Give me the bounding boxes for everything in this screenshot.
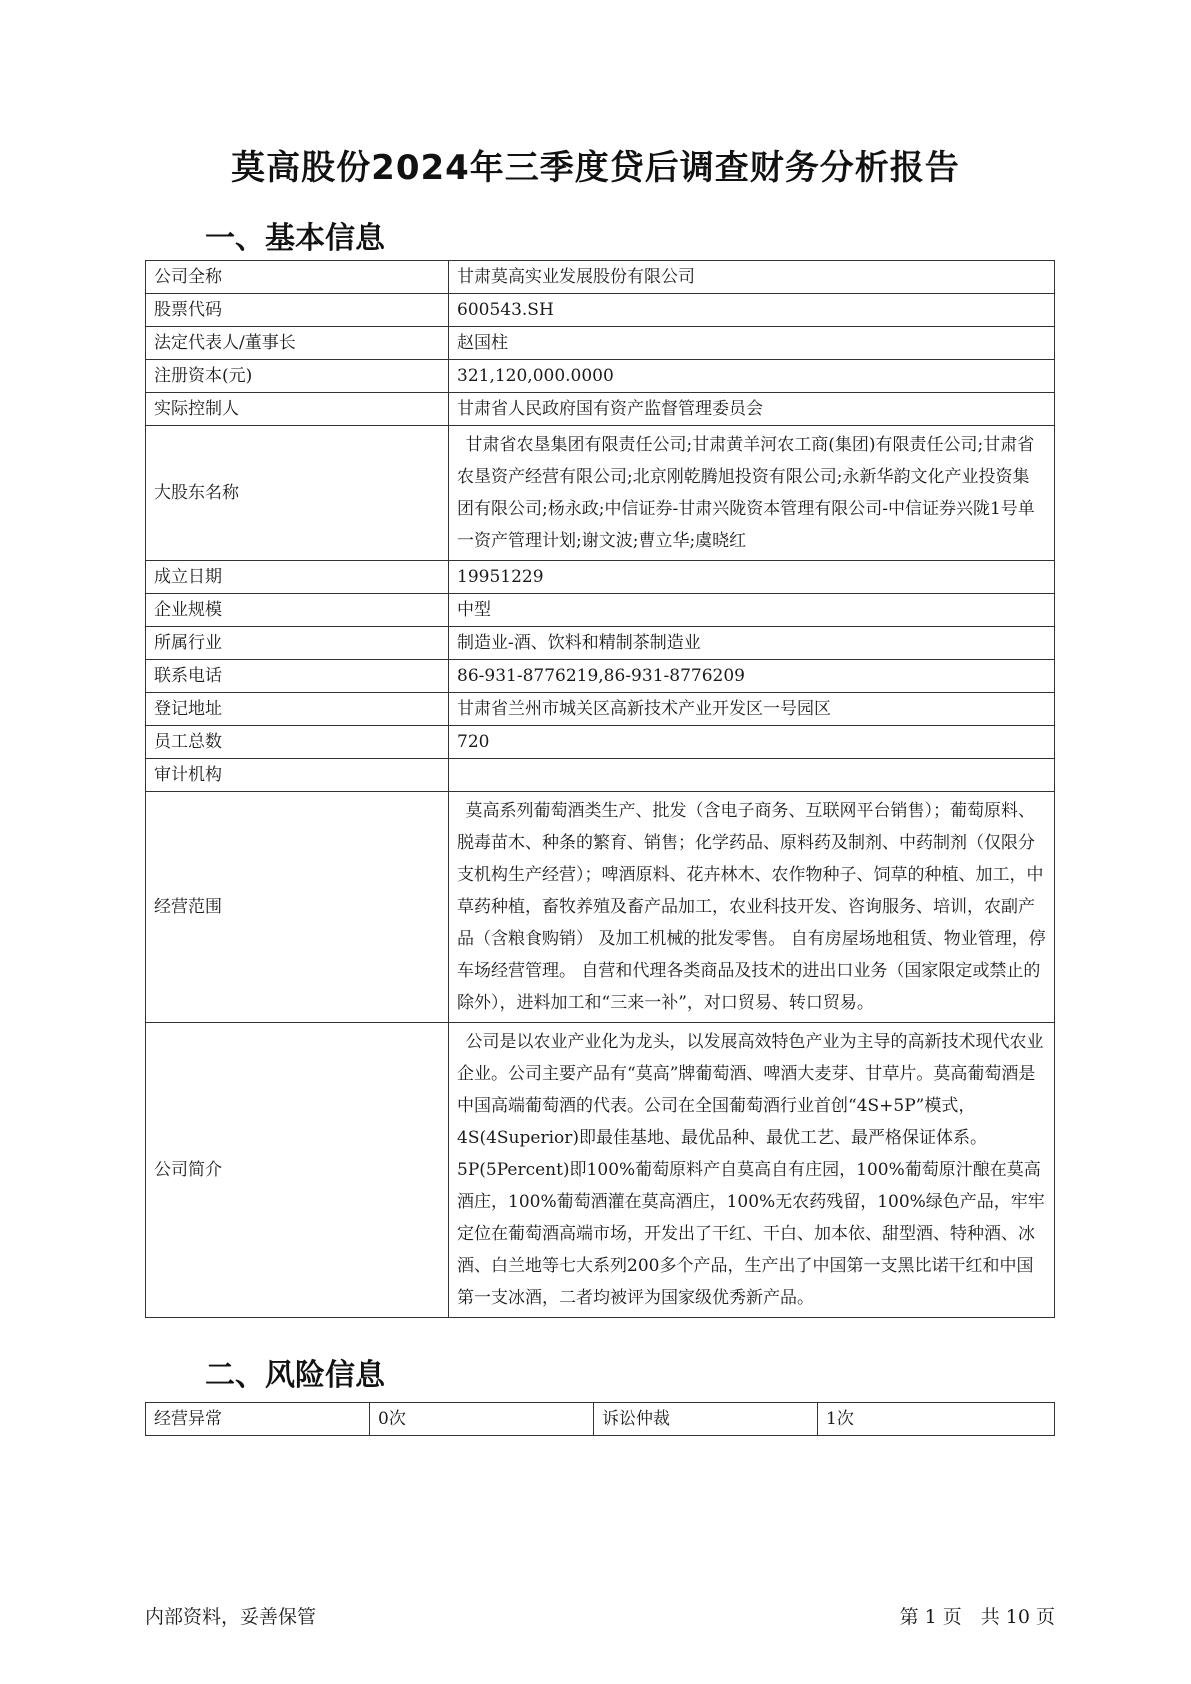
field-label: 企业规模 xyxy=(146,594,449,627)
field-label: 公司全称 xyxy=(146,261,449,294)
table-row xyxy=(146,393,1055,426)
table-row xyxy=(146,294,1055,327)
table-row xyxy=(146,660,1055,693)
risk-value-abnormal: 0次 xyxy=(370,1403,594,1436)
field-value: 公司是以农业产业化为龙头，以发展高效特色产业为主导的高新技术现代农业企业。公司主要产品有“莫高”牌葡萄酒、啤酒大麦芽、甘草片。莫高葡萄酒是中国高端葡萄酒的代表。公司在全国葡萄酒行业首创“4S+5P”模式，4S(4Superior)即最佳基地、最优品种、最优工艺、最严格保证体系。5P(5Percent)即100%葡萄原料产自莫高自有庄园，100%葡萄原汁酿在莫高酒庄，100%葡萄酒灌在莫高酒庄，100%无农药残留，100%绿色产品，牢牢定位在葡萄酒高端市场，开发出了干红、干白、加本依、甜型酒、特种酒、冰酒、白兰地等七大系列200多个产品，生产出了中国第一支黑比诺干红和中国第一支冰酒，二者均被评为国家级优秀新产品。 xyxy=(449,1023,1055,1318)
table-row xyxy=(146,726,1055,759)
field-label: 审计机构 xyxy=(146,759,449,792)
field-value xyxy=(449,759,1055,792)
field-value: 莫高系列葡萄酒类生产、批发（含电子商务、互联网平台销售）；葡萄原料、脱毒苗木、种条的繁育、销售；化学药品、原料药及制剂、中药制剂（仅限分支机构生产经营）；啤酒原料、花卉林木、农作物种子、饲草的种植、加工，中草药种植，畜牧养殖及畜产品加工，农业科技开发、咨询服务、培训，农副产品（含粮食购销） 及加工机械的批发零售。 自有房屋场地租赁、物业管理，停车场经营管理。 自营和代理各类商品及技术的进出口业务（国家限定或禁止的除外），进料加工和“三来一补”，对口贸易、转口贸易。 xyxy=(449,792,1055,1023)
footer-page-number: 第 1 页 共 10 页 xyxy=(899,1606,1055,1628)
field-label: 员工总数 xyxy=(146,726,449,759)
field-label: 注册资本(元) xyxy=(146,360,449,393)
field-label: 成立日期 xyxy=(146,561,449,594)
document-title: 莫高股份2024年三季度贷后调查财务分析报告 xyxy=(231,148,960,188)
field-value: 甘肃莫高实业发展股份有限公司 xyxy=(449,261,1055,294)
risk-info-table xyxy=(145,1402,1055,1436)
table-row xyxy=(146,561,1055,594)
table-row xyxy=(146,792,1055,1023)
field-label: 联系电话 xyxy=(146,660,449,693)
table-row xyxy=(146,759,1055,792)
footer-confidential-note: 内部资料，妥善保管 xyxy=(145,1606,317,1628)
field-value: 86-931-8776219,86-931-8776209 xyxy=(449,660,1055,693)
risk-label-litigation: 诉讼仲裁 xyxy=(594,1403,818,1436)
table-row xyxy=(146,327,1055,360)
field-value: 制造业-酒、饮料和精制茶制造业 xyxy=(449,627,1055,660)
table-row xyxy=(146,594,1055,627)
field-label: 法定代表人/董事长 xyxy=(146,327,449,360)
field-label: 经营范围 xyxy=(146,792,449,1023)
field-label: 股票代码 xyxy=(146,294,449,327)
basic-info-table xyxy=(145,260,1055,1318)
field-value: 321,120,000.0000 xyxy=(449,360,1055,393)
field-value: 720 xyxy=(449,726,1055,759)
table-row xyxy=(146,261,1055,294)
field-value: 赵国柱 xyxy=(449,327,1055,360)
risk-value-litigation: 1次 xyxy=(818,1403,1055,1436)
field-label: 大股东名称 xyxy=(146,426,449,561)
field-value: 甘肃省农垦集团有限责任公司;甘肃黄羊河农工商(集团)有限责任公司;甘肃省农垦资产经营有限公司;北京刚乾腾旭投资有限公司;永新华韵文化产业投资集团有限公司;杨永政;中信证券-甘肃兴陇资本管理有限公司-中信证券兴陇1号单一资产管理计划;谢文波;曹立华;虞晓红 xyxy=(449,426,1055,561)
table-row xyxy=(146,693,1055,726)
table-row xyxy=(146,426,1055,561)
risk-label-abnormal: 经营异常 xyxy=(146,1403,370,1436)
table-row xyxy=(146,360,1055,393)
field-value: 19951229 xyxy=(449,561,1055,594)
field-value: 中型 xyxy=(449,594,1055,627)
field-value: 甘肃省人民政府国有资产监督管理委员会 xyxy=(449,393,1055,426)
field-label: 实际控制人 xyxy=(146,393,449,426)
field-label: 登记地址 xyxy=(146,693,449,726)
field-value: 600543.SH xyxy=(449,294,1055,327)
field-label: 所属行业 xyxy=(146,627,449,660)
section-heading-risk-info: 二、风险信息 xyxy=(205,1358,385,1393)
table-row xyxy=(146,1023,1055,1318)
field-value: 甘肃省兰州市城关区高新技术产业开发区一号园区 xyxy=(449,693,1055,726)
table-row xyxy=(146,627,1055,660)
table-row xyxy=(146,1403,1055,1436)
section-heading-basic-info: 一、基本信息 xyxy=(205,221,385,256)
field-label: 公司简介 xyxy=(146,1023,449,1318)
